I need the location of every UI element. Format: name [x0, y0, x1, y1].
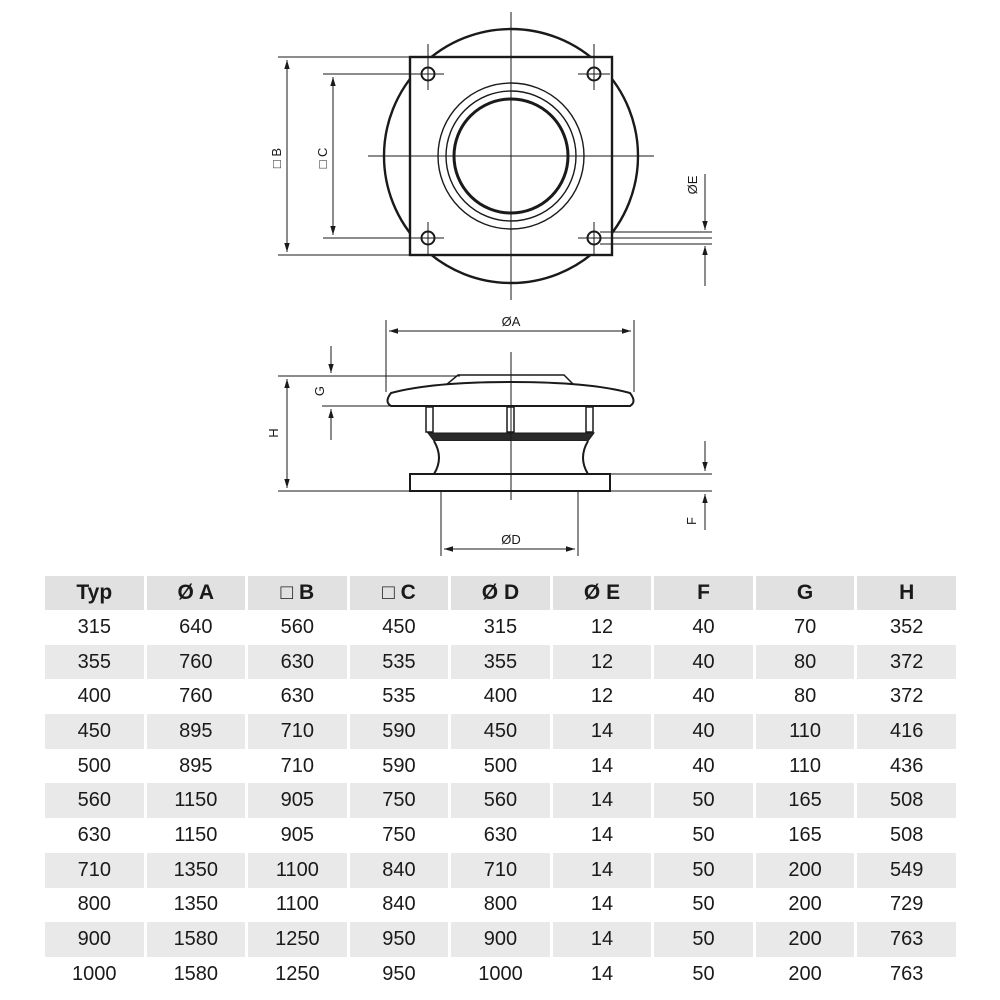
table-cell: 710 — [280, 754, 315, 777]
table-cell: 750 — [382, 823, 416, 846]
table-cell: 630 — [248, 645, 347, 680]
column-header: □ B — [248, 576, 347, 610]
table-cell: 352 — [890, 615, 924, 638]
table-cell: 14 — [553, 922, 652, 957]
table-cell: 80 — [756, 645, 855, 680]
table-cell: 1000 — [478, 962, 523, 985]
table-cell: 900 — [45, 922, 144, 957]
table-cell: 450 — [382, 615, 416, 638]
table-cell: 14 — [553, 853, 652, 888]
column-header: Ø A — [147, 576, 246, 610]
table-cell: 1000 — [72, 962, 117, 985]
table-cell: 840 — [382, 893, 416, 916]
table-cell: 1350 — [147, 853, 246, 888]
table-cell: 560 — [451, 783, 550, 818]
table-cell: 372 — [890, 685, 924, 708]
label-d: ØD — [501, 532, 521, 547]
table-row — [45, 645, 956, 680]
table-cell: 560 — [280, 615, 315, 638]
table-cell: 50 — [654, 922, 753, 957]
table-cell: 80 — [793, 685, 817, 708]
label-c: □ C — [315, 147, 330, 169]
table-cell: 630 — [280, 685, 315, 708]
table-cell: 40 — [692, 615, 715, 638]
table-cell: 1100 — [275, 893, 319, 916]
table-row — [45, 783, 956, 818]
table-cell: 900 — [451, 922, 550, 957]
table-row — [45, 888, 956, 923]
table-cell: 12 — [553, 645, 652, 680]
table-cell: 1580 — [147, 922, 246, 957]
table-cell: 355 — [451, 645, 550, 680]
table-cell: 14 — [553, 714, 652, 749]
label-e: ØE — [685, 175, 700, 195]
table-cell: 590 — [382, 754, 416, 777]
table-cell: 549 — [857, 853, 956, 888]
table-cell: 895 — [147, 714, 246, 749]
table-cell: 70 — [793, 615, 817, 638]
table-cell: 50 — [654, 783, 753, 818]
table-cell: 50 — [654, 853, 753, 888]
table-cell: 165 — [756, 783, 855, 818]
table-cell: 710 — [45, 853, 144, 888]
table-header-row — [45, 576, 956, 610]
table-cell: 40 — [692, 685, 715, 708]
table-cell: 1250 — [275, 962, 320, 985]
table-row — [45, 679, 956, 714]
table-cell: 763 — [857, 922, 956, 957]
table-cell: 50 — [692, 962, 715, 985]
table-cell: 1580 — [173, 962, 219, 985]
table-cell: 14 — [553, 783, 652, 818]
table-cell: 1150 — [147, 783, 246, 818]
base-flange — [410, 474, 610, 491]
table-cell: 1150 — [174, 823, 218, 846]
table-cell: 416 — [857, 714, 956, 749]
column-header: Typ — [45, 576, 144, 610]
table-cell: 710 — [248, 714, 347, 749]
table-cell: 14 — [590, 823, 614, 846]
table-cell: 1350 — [173, 893, 219, 916]
center-lines — [368, 12, 712, 300]
table-cell: 450 — [45, 714, 144, 749]
table-cell: 12 — [590, 685, 614, 708]
label-f: F — [684, 517, 699, 525]
table-cell: 950 — [382, 962, 416, 985]
table-cell: 200 — [788, 962, 822, 985]
table-cell: 630 — [77, 823, 111, 846]
label-b: □ B — [269, 147, 284, 169]
table-cell: 450 — [451, 714, 550, 749]
table-cell: 12 — [590, 615, 614, 638]
table-cell: 500 — [483, 754, 518, 777]
table-cell: 1250 — [248, 922, 347, 957]
side-view — [278, 320, 712, 556]
table-row — [45, 714, 956, 749]
table-cell: 630 — [483, 823, 518, 846]
table-row — [45, 922, 956, 957]
table-cell: 315 — [77, 615, 111, 638]
table-cell: 1100 — [248, 853, 347, 888]
table-cell: 640 — [179, 615, 213, 638]
table-cell: 200 — [756, 853, 855, 888]
table-cell: 729 — [890, 893, 924, 916]
table-cell: 50 — [692, 893, 715, 916]
table-cell: 508 — [857, 783, 956, 818]
column-header: Ø D — [451, 576, 550, 610]
support-leg-left — [426, 407, 433, 432]
table-cell: 40 — [654, 645, 753, 680]
table-cell: 110 — [789, 754, 822, 777]
table-cell: 14 — [590, 962, 614, 985]
table-cell: 436 — [890, 754, 924, 777]
table-cell: 165 — [788, 823, 822, 846]
table-cell: 500 — [77, 754, 111, 777]
table-cell: 763 — [890, 962, 924, 985]
table-cell: 315 — [483, 615, 518, 638]
table-row — [45, 957, 956, 992]
table-cell: 560 — [45, 783, 144, 818]
table-cell: 508 — [890, 823, 924, 846]
table-row — [45, 853, 956, 888]
table-cell: 40 — [654, 714, 753, 749]
table-cell: 895 — [179, 754, 213, 777]
table-row — [45, 749, 956, 784]
table-cell: 110 — [756, 714, 855, 749]
table-cell: 750 — [350, 783, 449, 818]
column-header: Ø E — [553, 576, 652, 610]
column-header: G — [756, 576, 855, 610]
table-cell: 950 — [350, 922, 449, 957]
table-cell: 535 — [350, 645, 449, 680]
table-cell: 760 — [179, 685, 213, 708]
table-cell: 800 — [77, 893, 111, 916]
table-cell: 14 — [590, 893, 614, 916]
table-cell: 400 — [77, 685, 111, 708]
table-cell: 400 — [483, 685, 518, 708]
table-cell: 355 — [45, 645, 144, 680]
table-cell: 372 — [857, 645, 956, 680]
dimension-table — [42, 576, 959, 992]
table-cell: 14 — [590, 754, 614, 777]
table-cell: 200 — [756, 922, 855, 957]
label-g: G — [312, 385, 327, 397]
label-h: H — [266, 428, 281, 438]
table-cell: 800 — [483, 893, 518, 916]
column-header: □ C — [350, 576, 449, 610]
table-body — [45, 610, 956, 992]
top-view — [278, 12, 712, 300]
table-cell: 905 — [248, 783, 347, 818]
table-cell: 710 — [451, 853, 550, 888]
table-cell: 535 — [382, 685, 416, 708]
table-cell: 50 — [692, 823, 715, 846]
table-cell: 760 — [147, 645, 246, 680]
table-row — [45, 818, 956, 853]
table-cell: 200 — [788, 893, 822, 916]
table-cell: 905 — [280, 823, 315, 846]
table-cell: 590 — [350, 714, 449, 749]
column-header: H — [857, 576, 956, 610]
table-cell: 40 — [692, 754, 715, 777]
table-row — [45, 610, 956, 645]
label-a: ØA — [501, 314, 521, 329]
support-leg-right — [586, 407, 593, 432]
table-cell: 840 — [350, 853, 449, 888]
column-header: F — [654, 576, 753, 610]
